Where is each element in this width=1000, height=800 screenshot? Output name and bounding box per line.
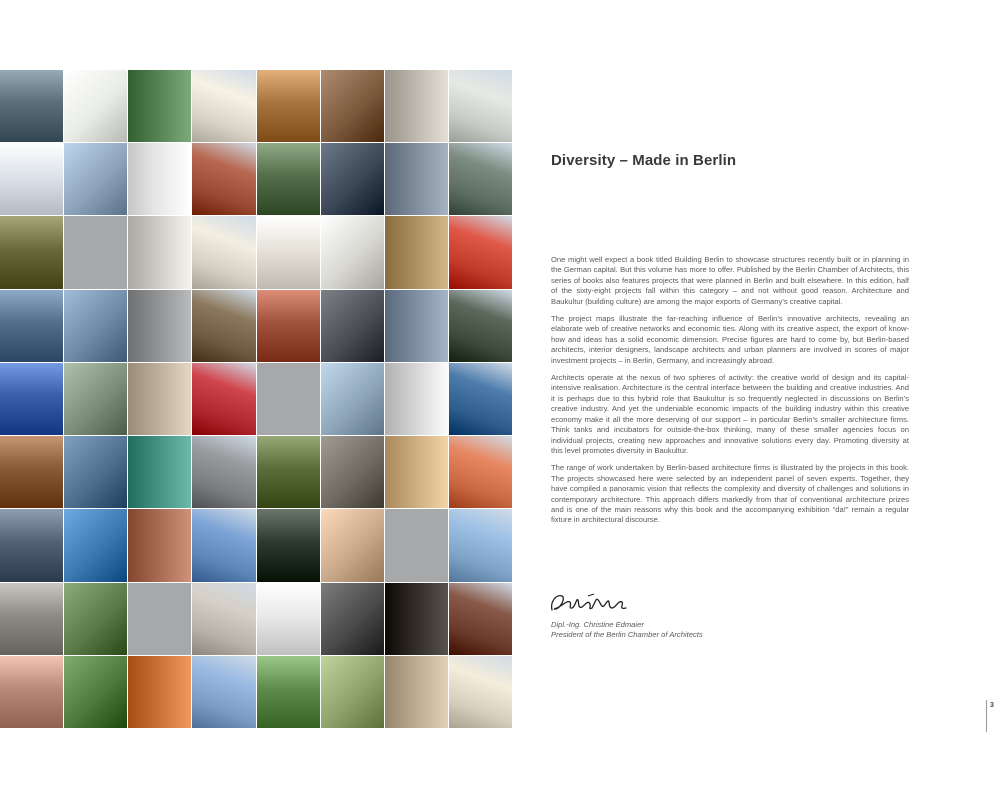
architecture-photo xyxy=(257,509,320,581)
architecture-photo xyxy=(128,143,191,215)
article-body xyxy=(551,255,909,533)
architecture-photo xyxy=(64,143,127,215)
architecture-photo xyxy=(0,583,63,655)
page-number-rule xyxy=(986,700,987,732)
architecture-photo xyxy=(385,656,448,728)
architecture-photo xyxy=(192,656,255,728)
architecture-photo xyxy=(128,656,191,728)
page-number: 3 xyxy=(990,702,994,709)
architecture-photo xyxy=(192,290,255,362)
architecture-photo xyxy=(64,583,127,655)
architecture-photo xyxy=(385,216,448,288)
placeholder-tile xyxy=(64,216,127,288)
architecture-photo xyxy=(192,143,255,215)
handwritten-signature xyxy=(548,590,632,616)
architecture-photo xyxy=(321,436,384,508)
architecture-photo xyxy=(128,509,191,581)
architecture-photo xyxy=(64,290,127,362)
signature-role: President of the Berlin Chamber of Architects xyxy=(551,630,703,639)
architecture-photo xyxy=(64,509,127,581)
architecture-photo xyxy=(449,363,512,435)
architecture-photo xyxy=(192,509,255,581)
architecture-photo xyxy=(257,436,320,508)
architecture-photo xyxy=(64,436,127,508)
placeholder-tile xyxy=(257,363,320,435)
architecture-photo xyxy=(192,363,255,435)
paragraph-2: The project maps illustrate the far-reaching influence of Berlin’s innovative architects, revealing an elaborate web of creative networks and economic ties. Along with its creative aspect, the export of know-how and ideas has a solid economic dimension. Precise figures are hard to come by, but Berlin-based architects, interior designers, landscape architects and urban planners are involved in scores of major investment projects – in Berlin, Germany, and increasingly abroad. xyxy=(551,314,909,365)
architecture-photo xyxy=(385,290,448,362)
architecture-photo xyxy=(385,70,448,142)
architecture-photo xyxy=(0,143,63,215)
architecture-photo xyxy=(321,290,384,362)
architecture-photo xyxy=(449,436,512,508)
architecture-photo xyxy=(192,70,255,142)
photo-mosaic xyxy=(0,70,512,728)
architecture-photo xyxy=(128,70,191,142)
architecture-photo xyxy=(192,216,255,288)
placeholder-tile xyxy=(385,509,448,581)
architecture-photo xyxy=(257,583,320,655)
architecture-photo xyxy=(257,216,320,288)
architecture-photo xyxy=(449,143,512,215)
architecture-photo xyxy=(0,216,63,288)
page-title: Diversity – Made in Berlin xyxy=(551,152,737,169)
placeholder-tile xyxy=(128,583,191,655)
architecture-photo xyxy=(321,583,384,655)
architecture-photo xyxy=(449,70,512,142)
architecture-photo xyxy=(385,363,448,435)
architecture-photo xyxy=(449,216,512,288)
architecture-photo xyxy=(64,656,127,728)
architecture-photo xyxy=(449,656,512,728)
architecture-photo xyxy=(257,656,320,728)
architecture-photo xyxy=(192,436,255,508)
architecture-photo xyxy=(321,216,384,288)
architecture-photo xyxy=(0,509,63,581)
architecture-photo xyxy=(0,363,63,435)
architecture-photo xyxy=(0,70,63,142)
architecture-photo xyxy=(257,70,320,142)
architecture-photo xyxy=(192,583,255,655)
architecture-photo xyxy=(128,436,191,508)
paragraph-1: One might well expect a book titled Building Berlin to showcase structures recently built or in planning in the German capital. But this volume has more to offer. Published by the Berlin Chamber of Architects, this series of books also features projects that were planned in Berlin and built elsewhere. In this edition, half of the sixty-eight projects fall within this category – and not without good reason. Architecture and Baukultur (building culture) are among the major exports of Germany’s creative capital. xyxy=(551,255,909,306)
architecture-photo xyxy=(449,583,512,655)
architecture-photo xyxy=(321,70,384,142)
architecture-photo xyxy=(385,143,448,215)
architecture-photo xyxy=(257,290,320,362)
architecture-photo xyxy=(321,656,384,728)
architecture-photo xyxy=(0,656,63,728)
architecture-photo xyxy=(257,143,320,215)
architecture-photo xyxy=(449,290,512,362)
paragraph-4: The range of work undertaken by Berlin-based architecture firms is illustrated by the projects in this book. The projects showcased here were selected by an independent panel of seven experts. Together, they have compiled a panoramic vision that reflects the complexity and diversity of challenges and solutions in contemporary architecture. This approach differs markedly from that of conventional architecture prizes and is one of the main reasons why this book and the accompanying exhibition “da!” remain a regular fixture in architectural discourse. xyxy=(551,463,909,525)
architecture-photo xyxy=(128,216,191,288)
architecture-photo xyxy=(64,363,127,435)
architecture-photo xyxy=(128,290,191,362)
architecture-photo xyxy=(321,143,384,215)
architecture-photo xyxy=(0,290,63,362)
architecture-photo xyxy=(321,363,384,435)
architecture-photo xyxy=(64,70,127,142)
architecture-photo xyxy=(321,509,384,581)
architecture-photo xyxy=(128,363,191,435)
paragraph-3: Architects operate at the nexus of two spheres of activity: the creative world of design and its capital-intensive realisation. Architecture is the central interface between the building and creative industries. And it is perhaps due to this hybrid role that Baukultur is so frequently neglected in discussions on Berlin’s creative industry. And yet the undeniable economic impacts of the building industry within this creative economy make it all the more deserving of our support – in particular Berlin’s smaller architecture firms. Think tanks and incubators for outside-the-box thinking, many of these smaller agencies focus on individual projects, creating new approaches and innovative solutions every day. Promoting diversity at this level promotes diversity in Baukultur. xyxy=(551,373,909,455)
architecture-photo xyxy=(385,583,448,655)
architecture-photo xyxy=(385,436,448,508)
architecture-photo xyxy=(449,509,512,581)
architecture-photo xyxy=(0,436,63,508)
signature-name: Dipl.-Ing. Christine Edmaier xyxy=(551,620,644,629)
